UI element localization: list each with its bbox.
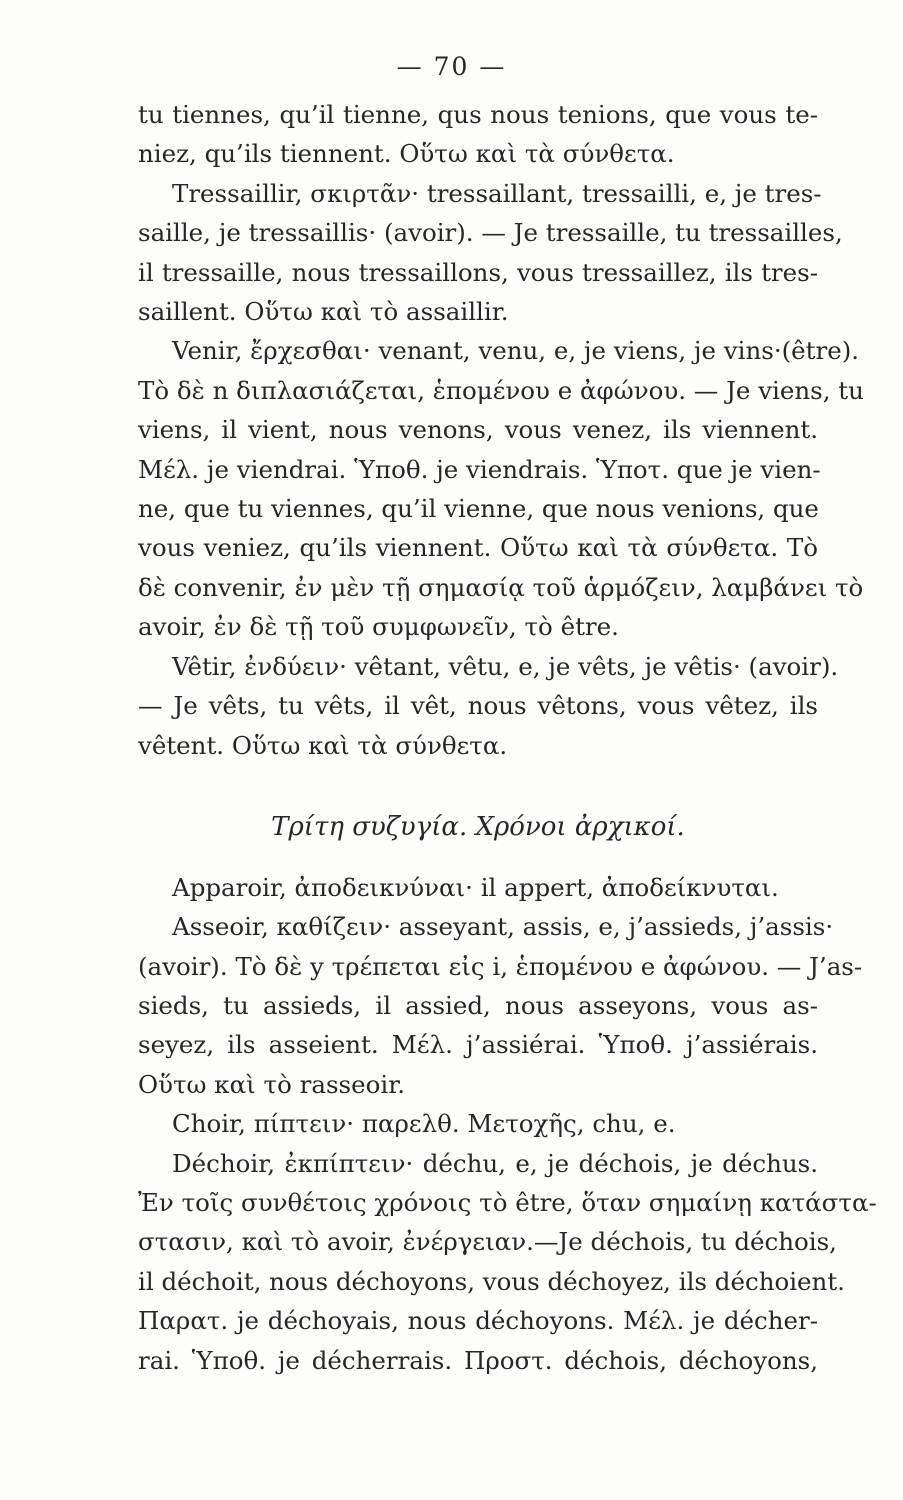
text-line: avoir, ἐν δὲ τῇ τοῦ συμφωνεῖν, τὸ être.	[138, 612, 619, 642]
text-line: il déchoit, nous déchoyons, vous déchoyez, ils déchoient.	[138, 1266, 845, 1296]
text-line: Παρατ. je déchoyais, nous déchoyons. Μέλ. je décher-	[138, 1306, 818, 1336]
text-line: Déchoir, ἐκπίπτειν· déchu, e, je déchois, je déchus.	[172, 1148, 818, 1178]
text-line: Vêtir, ἐνδύειν· vêtant, vêtu, e, je vêts, je vêtis· (avoir).	[172, 651, 839, 681]
text-line: sieds, tu assieds, il assied, nous asseyons, vous as-	[138, 990, 818, 1020]
section-heading: Τρίτη συζυγία. Χρόνοι ἀρχικοί.	[271, 812, 685, 843]
body-text	[138, 95, 877, 1380]
text-line: Ἐν τοῖς συνθέτοις χρόνοις τὸ être, ὅταν σημαίνῃ κατάστα-	[138, 1187, 877, 1217]
text-line: Choir, πίπτειν· παρελθ. Μετοχῆς, chu, e.	[172, 1109, 676, 1139]
text-line: viens, il vient, nous venons, vous venez, ils viennent.	[138, 415, 818, 445]
text-line: saille, je tressaillis· (avoir). — Je tressaille, tu tressailles,	[138, 218, 843, 248]
text-line: Μέλ. je viendrai. Ὑποθ. je viendrais. Ὑποτ. que je vien-	[138, 454, 821, 484]
text-line: Asseoir, καθίζειν· asseyant, assis, e, j’assieds, j’assis·	[172, 912, 834, 942]
text-line: vêtent. Οὕτω καὶ τὰ σύνθετα.	[138, 730, 508, 760]
text-line: saillent. Οὕτω καὶ τὸ assaillir.	[138, 297, 509, 327]
text-line: — Je vêts, tu vêts, il vêt, nous vêtons, vous vêtez, ils	[138, 691, 818, 721]
text-line: tu tiennes, qu’il tienne, qus nous tenions, que vous te-	[138, 100, 818, 129]
text-line: Apparoir, ἀποδεικνύναι· il appert, ἀποδείκνυται.	[172, 872, 779, 902]
text-line: Τὸ δὲ n διπλασιάζεται, ἑπομένου e ἀφώνου. — Je viens, tu	[138, 375, 864, 405]
text-line: (avoir). Τὸ δὲ y τρέπεται εἰς i, ἑπομένου e ἀφώνου. — J’as-	[138, 951, 863, 981]
text-line: δὲ convenir, ἐν μὲν τῇ σημασίᾳ τοῦ ἁρμόζειν, λαμβάνει τὸ	[138, 572, 864, 602]
text-line: seyez, ils asseient. Μέλ. j’assiérai. Ὑποθ. j’assiérais.	[138, 1030, 818, 1060]
text-line: Tressaillir, σκιρτᾶν· tressaillant, tressailli, e, je tres-	[172, 178, 822, 208]
text-line: vous veniez, qu’ils viennent. Οὕτω καὶ τὰ σύνθετα. Τὸ	[138, 533, 818, 563]
text-line: Οὕτω καὶ τὸ rasseoir.	[138, 1069, 405, 1099]
text-line: il tressaille, nous tressaillons, vous tressaillez, ils tres-	[138, 257, 818, 287]
text-line: ne, que tu viennes, qu’il vienne, que nous venions, que	[138, 494, 819, 524]
text-line: στασιν, καὶ τὸ avoir, ἐνέργειαν.—Je déchois, tu déchois,	[138, 1227, 837, 1257]
text-line: rai. Ὑποθ. je décherrais. Προστ. déchois, déchoyons,	[138, 1345, 818, 1375]
page-number: — 70 —	[396, 52, 507, 81]
text-line: Venir, ἔρχεσθαι· venant, venu, e, je viens, je vins·(être).	[172, 336, 860, 366]
text-line: niez, qu’ils tiennent. Οὕτω καὶ τὰ σύνθετα.	[138, 139, 675, 169]
